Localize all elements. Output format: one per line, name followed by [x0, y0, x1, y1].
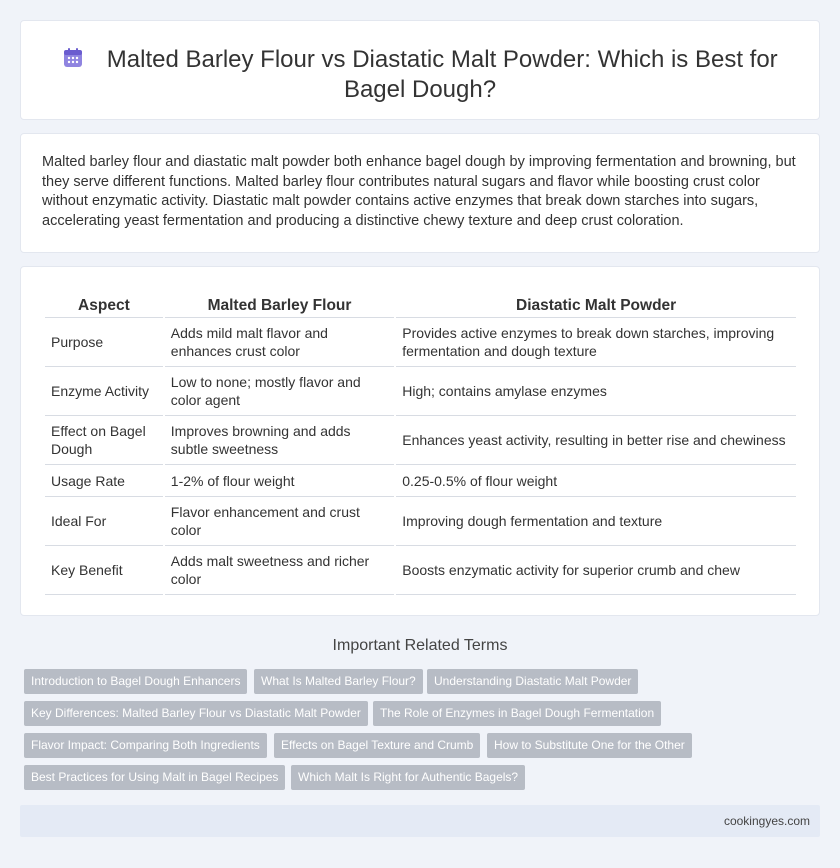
table-cell: Purpose: [45, 318, 163, 367]
table-cell: Ideal For: [45, 497, 163, 546]
table-cell: Flavor enhancement and crust color: [165, 497, 394, 546]
table-row: [45, 318, 796, 367]
related-tag[interactable]: Key Differences: Malted Barley Flour vs Diastatic Malt Powder: [24, 701, 368, 726]
table-cell: Low to none; mostly flavor and color agent: [165, 367, 394, 416]
table-row: [45, 367, 796, 416]
related-tag[interactable]: Understanding Diastatic Malt Powder: [427, 669, 638, 694]
table-cell: High; contains amylase enzymes: [396, 367, 796, 416]
header-aspect: Aspect: [45, 297, 163, 318]
related-tag[interactable]: How to Substitute One for the Other: [487, 733, 692, 758]
footer: [20, 805, 820, 837]
related-tag[interactable]: Introduction to Bagel Dough Enhancers: [24, 669, 247, 694]
table-cell: Enzyme Activity: [45, 367, 163, 416]
table-cell: Improves browning and adds subtle sweetness: [165, 416, 394, 465]
related-tag[interactable]: The Role of Enzymes in Bagel Dough Fermentation: [373, 701, 661, 726]
intro-card: [20, 133, 820, 253]
table-row: [45, 497, 796, 546]
table-cell: Boosts enzymatic activity for superior crumb and chew: [396, 546, 796, 595]
page-title: Malted Barley Flour vs Diastatic Malt Powder: Which is Best for Bagel Dough?: [106, 46, 778, 103]
calendar-icon: [62, 47, 84, 69]
footer-site[interactable]: cookingyes.com: [723, 814, 810, 828]
table-header-row: [45, 297, 796, 318]
table-cell: Usage Rate: [45, 465, 163, 497]
table-cell: Effect on Bagel Dough: [45, 416, 163, 465]
table-cell: Key Benefit: [45, 546, 163, 595]
title-card: [20, 20, 820, 120]
related-tag[interactable]: Which Malt Is Right for Authentic Bagels?: [291, 765, 525, 790]
comparison-card: [20, 266, 820, 616]
intro-paragraph: Malted barley flour and diastatic malt powder both enhance bagel dough by improving fermentation and browning, but they serve different functions. Malted barley flour contributes natural sugars and flavor while boosting crust color without enzymatic activity. Diastatic malt powder contains active enzymes that break down starches into sugars, accelerating yeast fermentation and producing a distinctive chewy texture and deep crust coloration.: [42, 154, 796, 229]
table-cell: 0.25-0.5% of flour weight: [396, 465, 796, 497]
table-row: [45, 465, 796, 497]
table-row: [45, 416, 796, 465]
table-cell: Enhances yeast activity, resulting in better rise and chewiness: [396, 416, 796, 465]
header-malted-barley-flour: Malted Barley Flour: [165, 297, 394, 318]
table-cell: Adds mild malt flavor and enhances crust color: [165, 318, 394, 367]
title-wrap: [61, 45, 779, 105]
comparison-table: [43, 297, 798, 595]
table-row: [45, 546, 796, 595]
related-terms-title: Important Related Terms: [332, 637, 508, 654]
table-cell: Improving dough fermentation and texture: [396, 497, 796, 546]
related-tag[interactable]: Flavor Impact: Comparing Both Ingredients: [24, 733, 267, 758]
related-tag[interactable]: Best Practices for Using Malt in Bagel Recipes: [24, 765, 285, 790]
table-cell: Adds malt sweetness and richer color: [165, 546, 394, 595]
table-cell: 1-2% of flour weight: [165, 465, 394, 497]
related-tag[interactable]: What Is Malted Barley Flour?: [254, 669, 423, 694]
related-tag[interactable]: Effects on Bagel Texture and Crumb: [274, 733, 480, 758]
header-diastatic-malt-powder: Diastatic Malt Powder: [396, 297, 796, 318]
table-cell: Provides active enzymes to break down starches, improving fermentation and dough texture: [396, 318, 796, 367]
